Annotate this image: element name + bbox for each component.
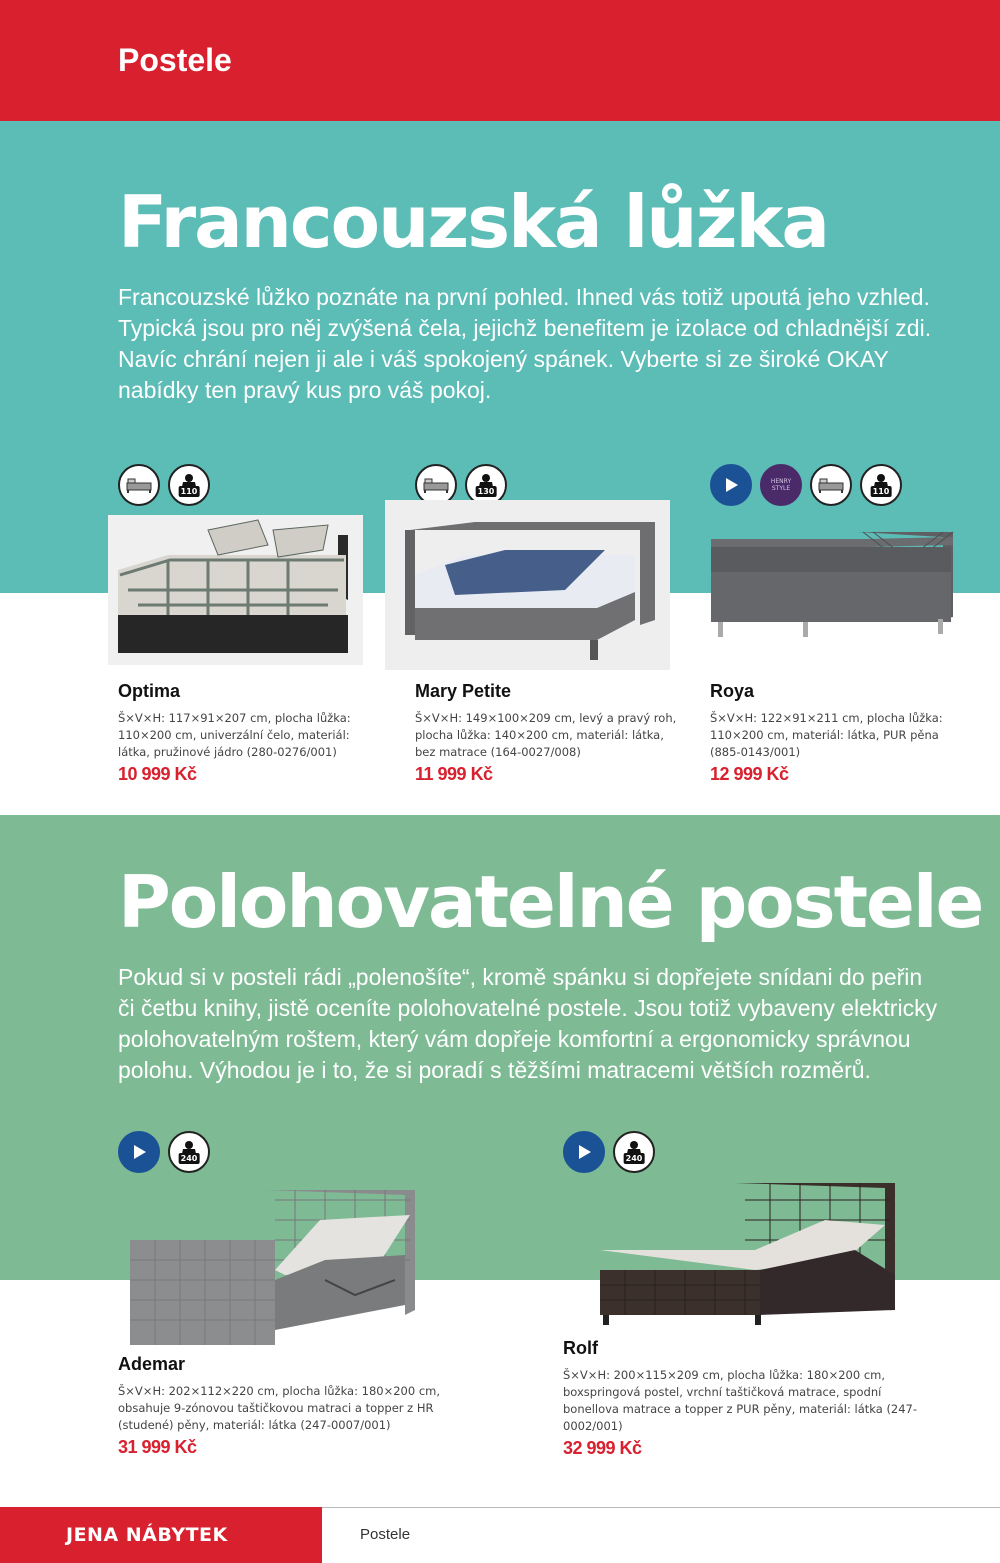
section1-intro: Francouzské lůžko poznáte na první pohled. Ihned vás totiž upoutá jeho vzhled. Typická jsou pro něj zvýšená čela, jejichž benefitem je izolace od chladnější zdi. Navíc chrání nejen ji ale i váš spokojený spánek. Vyberte si ze široké OKAY nabídky ten pravý kus pro váš pokoj. [118,284,932,403]
henry-style-logo [760,464,802,506]
footer-section-label: Postele [360,1526,411,1543]
product-name: Roya [710,681,755,701]
brand-logo [0,1507,322,1563]
optima-icons [118,464,210,506]
footer-divider [322,1507,1000,1508]
bed-with-mattress-icon [810,464,852,506]
product-roya[interactable] [710,681,950,785]
product-description: Š×V×H: 149×100×209 cm, levý a pravý roh, plocha lůžka: 140×200 cm, materiál: látka, bez matrace (164-0027/008) [415,711,677,759]
product-price: 11 999 Kč [415,764,493,784]
product-description: Š×V×H: 200×115×209 cm, plocha lůžka: 180×200 cm, boxspringová postel, vrchní taštičková matrace, spodní bonellova matrace a topper z PUR pěny, materiál: látka (247-0002/001) [563,1368,918,1433]
product-name: Ademar [118,1354,186,1374]
product-ademar[interactable] [118,1354,458,1458]
weight-capacity-label: 240 [180,1154,198,1163]
product-name: Rolf [563,1338,598,1358]
play-video-icon[interactable] [118,1131,160,1173]
play-video-icon[interactable] [563,1131,605,1173]
product-price: 31 999 Kč [118,1437,197,1457]
weight-capacity-label: 110 [180,487,198,496]
weight-capacity-label: 240 [625,1154,643,1163]
weight-capacity-icon [168,464,210,506]
product-price: 12 999 Kč [710,764,789,784]
optima-bed-image [108,515,363,665]
product-description: Š×V×H: 117×91×207 cm, plocha lůžka: 110×200 cm, univerzální čelo, materiál: látka, pružinové jádro (280-0276/001) [118,711,351,759]
weight-capacity-icon [168,1131,210,1173]
ademar-icons [118,1131,210,1173]
product-price: 32 999 Kč [563,1438,642,1458]
rolf-bed-image [595,1180,925,1330]
product-optima[interactable] [118,681,373,785]
product-description: Š×V×H: 122×91×211 cm, plocha lůžka: 110×200 cm, materiál: látka, PUR pěna (885-0143/001) [710,711,943,759]
footer [0,1507,1000,1563]
brand-name: JENA NÁBYTEK [66,1524,228,1546]
header-band [0,0,1000,121]
product-name: Optima [118,681,181,701]
section2-intro: Pokud si v posteli rádi „polenošíte“, kromě spánku si dopřejete snídani do peřin či četbu knihy, jistě oceníte polohovatelné postele. Jsou totiž vybaveny elektricky polohovatelným roštem, který vám dopřeje komfortní a ergonomicky správnou polohu. Výhodou je i to, že si poradí s těžšími matracemi větších rozměrů. [118,964,938,1083]
product-rolf[interactable] [563,1338,933,1459]
roya-bed-image [708,527,956,639]
mary-petite-bed-image [385,500,670,670]
weight-capacity-label: 110 [872,487,890,496]
roya-icons [710,464,902,506]
henry-style-label: HENRY STYLE [770,478,792,492]
ademar-bed-image [125,1185,455,1350]
section2-headline: Polohovatelné postele [118,860,983,944]
rolf-icons [563,1131,655,1173]
product-description: Š×V×H: 202×112×220 cm, plocha lůžka: 180×200 cm, obsahuje 9-zónovou taštičkovou matraci a topper z HR (studené) pěny, materiál: látka (247-0007/001) [118,1384,440,1432]
bed-with-mattress-icon [118,464,160,506]
product-name: Mary Petite [415,681,512,701]
weight-capacity-label: 130 [477,487,495,496]
page-title: Postele [118,42,232,78]
section1-headline: Francouzská lůžka [118,180,828,264]
weight-capacity-icon [613,1131,655,1173]
weight-capacity-icon [860,464,902,506]
product-mary-petite[interactable] [415,681,685,785]
play-video-icon[interactable] [710,464,752,506]
product-price: 10 999 Kč [118,764,197,784]
